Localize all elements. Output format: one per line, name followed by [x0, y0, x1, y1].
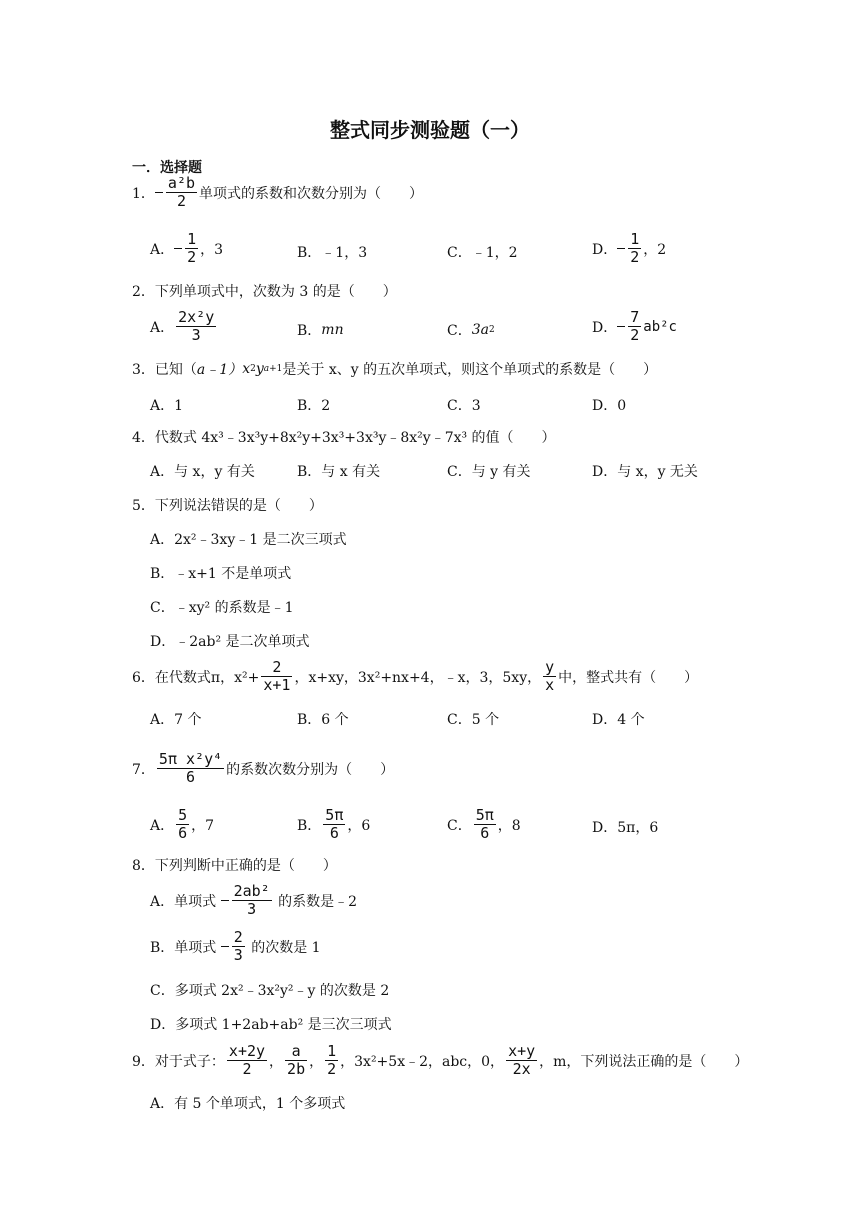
question-text: 的系数次数分别为（ ） — [226, 761, 395, 778]
option-d: D．﹣2ab² 是二次单项式 — [150, 634, 310, 650]
option-b: B．单项式 $\frac{2}{3}$ 的次数是 1 — [150, 928, 321, 964]
option-d: D． $\frac{7}{2}$ ab²c — [592, 308, 677, 344]
option-a: A． $\frac{5}{6}$ ，7 — [150, 806, 215, 842]
option-a: A． $\frac{1}{2}$ ，3 — [150, 230, 224, 266]
section-heading: 一．选择题 — [132, 160, 202, 176]
option-a: A．有 5 个单项式，1 个多项式 — [150, 1096, 346, 1112]
question-7: 7． $\frac{\text{5π x²y⁴}}{6}$ 的系数次数分别为（ ） — [132, 750, 395, 786]
question-text: 下列判断中正确的是（ ） — [154, 858, 337, 874]
option-c: C． 3a 2 — [447, 322, 495, 339]
fraction: $\frac{2}{x+1}$ — [263, 658, 291, 694]
option-b: B．与 x 有关 — [297, 464, 381, 480]
fraction: $\frac{1}{2}$ — [327, 1042, 337, 1078]
fraction: $\frac{7}{2}$ — [630, 308, 640, 344]
option-a: A．1 — [150, 398, 184, 414]
option-b: B． mn — [297, 322, 344, 339]
page-title: 整式同步测验题（一） — [330, 118, 530, 142]
option-b: B．6 个 — [297, 712, 349, 728]
question-6: 6． 在代数式π，x²+ $\frac{2}{x+1}$ ，x+xy，3x²+nx+4，﹣x，3，5xy， $\frac{y}{x}$ 中，整式共有（ ） — [132, 658, 699, 694]
question-9: 9． 对于式子： $\frac{x+2y}{2}$ ， $\frac{a}{2b}$ ， $\frac{1}{2}$ ，3x²+5x﹣2，abc，0， $\frac{x+y}{2x}$ ，m，下列说法正确的是（ ） — [132, 1042, 749, 1078]
fraction: $\frac{\text{2x²y}}{3}$ — [178, 308, 215, 344]
option-b: B．﹣1，3 — [297, 245, 368, 261]
fraction: $\frac{x+y}{2x}$ — [508, 1042, 536, 1078]
fraction: $\frac{x+2y}{2}$ — [228, 1042, 266, 1078]
option-c: C．5 个 — [447, 712, 500, 728]
option-d: D．0 — [592, 398, 627, 414]
fraction: $\frac{1}{2}$ — [630, 230, 640, 266]
question-text: 代数式 4x³﹣3x³y+8x²y+3x³+3x³y﹣8x²y﹣7x³ 的值（ ） — [154, 430, 556, 446]
question-3: 3． 已知（ a﹣1） x 2 y a+1 是关于 x、y 的五次单项式，则这个单项式的系数是（ ） — [132, 361, 658, 378]
question-text: ，m，下列说法正确的是（ ） — [539, 1053, 749, 1070]
fraction: $\frac{5\pi}{6}$ — [325, 806, 344, 842]
fraction: $\frac{a}{2b}$ — [287, 1042, 306, 1078]
fraction: $\frac{5\pi}{6}$ — [475, 806, 494, 842]
option-d: D．与 x，y 无关 — [592, 464, 698, 480]
question-5: 5． 下列说法错误的是（ ） — [132, 495, 323, 515]
fraction: $\frac{2}{3}$ — [233, 928, 243, 964]
option-b: B． $\frac{5\pi}{6}$ ，6 — [297, 806, 371, 842]
option-c: C．多项式 2x²﹣3x²y²﹣y 的次数是 2 — [150, 983, 390, 999]
question-text: 下列单项式中，次数为 3 的是（ ） — [154, 284, 397, 300]
question-text: 是关于 x、y 的五次单项式，则这个单项式的系数是（ ） — [282, 362, 658, 378]
question-text: 下列说法错误的是（ ） — [154, 498, 323, 514]
fraction: $\frac{y}{x}$ — [545, 658, 555, 694]
question-1 — [132, 175, 423, 210]
option-b: B．﹣x+1 不是单项式 — [150, 566, 292, 582]
fraction: $\frac{\text{2ab²}}{3}$ — [233, 882, 270, 918]
question-number: 1． — [132, 185, 155, 202]
option-c: C．﹣1，2 — [447, 245, 518, 261]
question-8: 8． 下列判断中正确的是（ ） — [132, 855, 337, 875]
option-a: A．单项式 $\frac{\text{2ab²}}{3}$ 的系数是﹣2 — [150, 882, 358, 918]
option-c: C．﹣xy² 的系数是﹣1 — [150, 600, 294, 616]
option-c: C．3 — [447, 398, 481, 414]
neg-sign — [155, 192, 164, 193]
fraction: $\frac{\text{a²b}}{2}$ — [167, 174, 196, 210]
fraction: $\frac{\text{5π x²y⁴}}{6}$ — [158, 750, 223, 786]
option-c: C． $\frac{5\pi}{6}$ ，8 — [447, 806, 521, 842]
option-d: D． $\frac{1}{2}$ ，2 — [592, 230, 667, 266]
option-b: B．2 — [297, 398, 331, 414]
question-text: 单项式的系数和次数分别为（ ） — [199, 185, 424, 202]
option-c: C．与 y 有关 — [447, 464, 531, 480]
fraction: $\frac{1}{2}$ — [187, 230, 197, 266]
option-a: A．2x²﹣3xy﹣1 是二次三项式 — [150, 532, 347, 548]
question-4: 4． 代数式 4x³﹣3x³y+8x²y+3x³+3x³y﹣8x²y﹣7x³ 的值（ ） — [132, 427, 556, 447]
option-d: D．4 个 — [592, 712, 645, 728]
question-2: 2． 下列单项式中，次数为 3 的是（ ） — [132, 281, 397, 301]
option-a: A． $\frac{\text{2x²y}}{3}$ — [150, 308, 215, 344]
question-text: 中，整式共有（ ） — [558, 669, 699, 686]
option-d: D．多项式 1+2ab+ab² 是三次三项式 — [150, 1017, 392, 1033]
option-a: A．7 个 — [150, 712, 202, 728]
option-a: A．与 x，y 有关 — [150, 464, 255, 480]
fraction: $\frac{5}{6}$ — [178, 806, 188, 842]
option-d: D．5π，6 — [592, 820, 659, 836]
